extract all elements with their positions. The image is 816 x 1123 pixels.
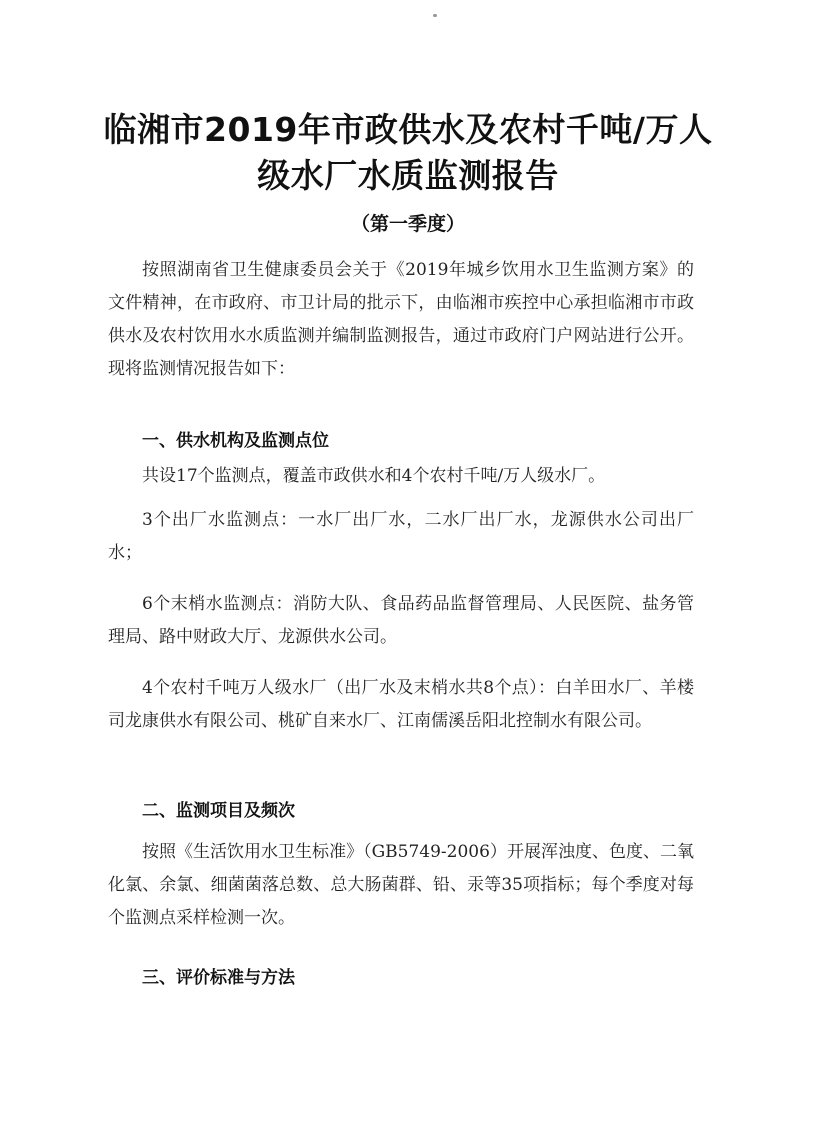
section1-paragraph2: 3个出厂水监测点：一水厂出厂水，二水厂出厂水，龙源供水公司出厂水； — [108, 510, 694, 563]
section1-paragraph1: 共设17个监测点，覆盖市政供水和4个农村千吨/万人级水厂。 — [142, 466, 606, 486]
section3-heading: 三、评价标准与方法 — [142, 968, 295, 988]
intro-paragraph: 按照湖南省卫生健康委员会关于《2019年城乡饮用水卫生监测方案》的文件精神，在市政府、市卫计局的批示下，由临湘市疾控中心承担临湘市市政供水及农村饮用水水质监测并编制监测报告，通过市政府门户网站进行公开。现将监测情况报告如下： — [108, 260, 694, 379]
section2-heading: 二、监测项目及频次 — [142, 801, 295, 821]
scan-speck — [433, 14, 437, 17]
document-title-line1: 临湘市2019年市政供水及农村千吨/万人 — [103, 110, 713, 149]
section1-paragraph4: 4个农村千吨万人级水厂（出厂水及末梢水共8个点）：白羊田水厂、羊楼司龙康供水有限公司、桃矿自来水厂、江南儒溪岳阳北控制水有限公司。 — [108, 678, 694, 731]
document-subtitle: （第一季度） — [350, 213, 465, 235]
section1-paragraph3: 6个末梢水监测点：消防大队、食品药品监督管理局、人民医院、盐务管理局、路中财政大厅、龙源供水公司。 — [108, 594, 694, 647]
document-title-line2: 级水厂水质监测报告 — [257, 156, 559, 195]
section1-heading: 一、供水机构及监测点位 — [142, 431, 329, 451]
section2-paragraph1: 按照《生活饮用水卫生标准》（GB5749-2006）开展浑浊度、色度、二氧化氯、余氯、细菌菌落总数、总大肠菌群、铅、汞等35项指标；每个季度对每个监测点采样检测一次。 — [108, 842, 694, 928]
